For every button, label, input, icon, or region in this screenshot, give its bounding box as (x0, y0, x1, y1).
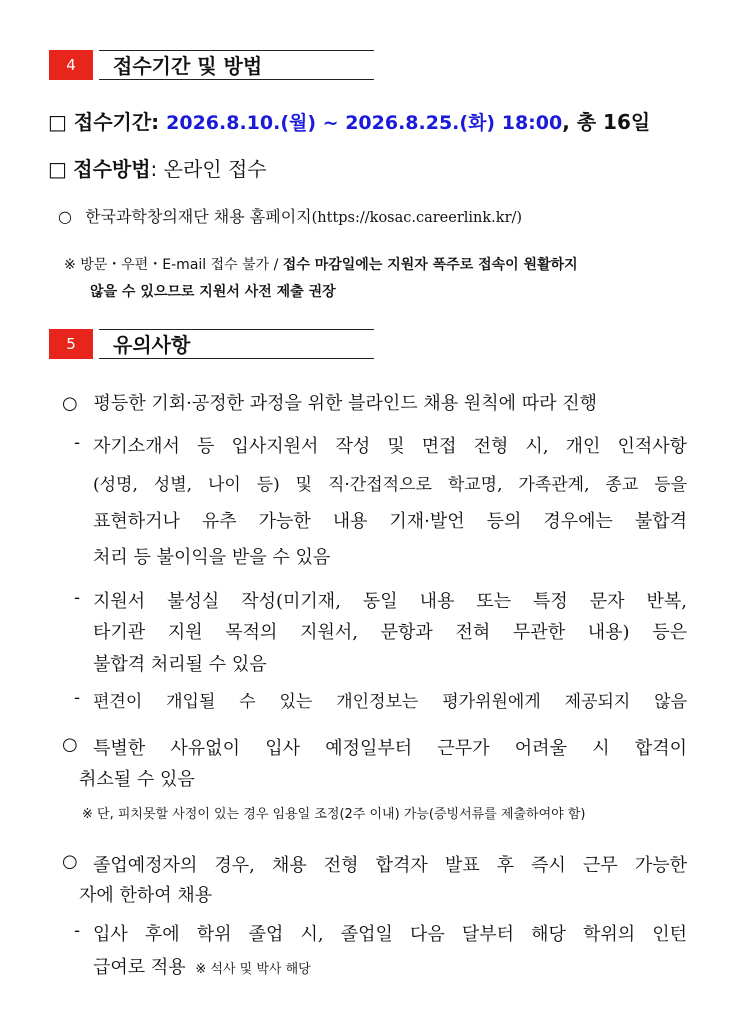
notice-line-2 (82, 803, 585, 822)
caution-sub-line: 편견이 개입될 수 있는 개인정보는 평가위원에게 제공되지 않음 (93, 692, 687, 712)
section-number-badge: 4 (49, 50, 93, 80)
caution-sub-line: 자기소개서 등 입사지원서 작성 및 면접 전형 시, 개인 인적사항 (93, 436, 687, 457)
section-title: 유의사항 (99, 329, 374, 359)
caution-item-line: 졸업예정자의 경우, 채용 전형 합격자 발표 후 즉시 근무 가능한 (93, 855, 687, 876)
bullet-circle-icon: ○ (58, 207, 72, 226)
caution-sub-line (93, 953, 311, 979)
dash-icon: - (74, 920, 81, 941)
section-number-badge: 5 (49, 329, 93, 359)
reference-mark-icon: ※ (64, 257, 76, 273)
caution-item-text: 평등한 기회·공정한 과정을 위한 블라인드 채용 원칙에 따라 진행 (93, 393, 598, 414)
caution-item-line: 취소될 수 있음 (79, 769, 195, 790)
caution-sub-line: 타기관 지원 목적의 지원서, 문항과 전혀 무관한 내용) 등은 (93, 622, 687, 643)
caution-sub-line: 지원서 불성실 작성(미기재, 동일 내용 또는 특정 문자 반복, (93, 591, 687, 612)
method-label: 접수방법 (73, 157, 151, 181)
notice-plain: 방문・우편・E-mail 접수 불가 / (80, 257, 279, 273)
bullet-circle-icon: ○ (62, 734, 78, 755)
checkbox-icon: □ (48, 157, 67, 181)
reference-mark-icon: ※ (82, 807, 93, 822)
homepage-url-link[interactable]: (https://kosac.careerlink.kr/) (311, 210, 523, 226)
caution-sub-text: 급여로 적용 (93, 957, 186, 978)
degree-note: ※ 석사 및 박사 해당 (195, 962, 311, 977)
caution-sub-line: 표현하거나 유추 가능한 내용 기재·발언 등의 경우에는 불합격 (93, 511, 687, 532)
period-line (48, 106, 650, 135)
notice-bold-2: 않을 수 있으므로 지원서 사전 제출 권장 (90, 284, 336, 300)
caution-item-line: 특별한 사유없이 입사 예정일부터 근무가 어려울 시 합격이 (93, 738, 687, 759)
caution-item-line: 자에 한하여 채용 (79, 885, 213, 906)
bullet-circle-icon: ○ (62, 393, 78, 414)
online-text: 한국과학창의재단 채용 홈페이지 (85, 207, 312, 226)
online-line (58, 204, 522, 227)
caution-sub-line: (성명, 성별, 나이 등) 및 직·간접적으로 학교명, 가족관계, 종교 등을 (93, 475, 687, 495)
period-label: 접수기간: (73, 110, 160, 134)
notice-line-1 (64, 254, 578, 274)
notice-text: 단, 피치못할 사정이 있는 경우 임용일 조정(2주 이내) 가능(증빙서류를 제출하여야 함) (97, 807, 586, 822)
checkbox-icon: □ (48, 110, 67, 134)
section-title: 접수기간 및 방법 (99, 50, 374, 80)
dash-icon: - (74, 587, 81, 608)
caution-item-1 (62, 389, 597, 415)
method-line (48, 153, 267, 182)
caution-sub-line: 입사 후에 학위 졸업 시, 졸업일 다음 달부터 해당 학위의 인턴 (93, 924, 687, 945)
caution-sub-line: 처리 등 불이익을 받을 수 있음 (93, 547, 331, 568)
method-value: : 온라인 접수 (150, 157, 267, 181)
period-tail: , 총 16일 (562, 110, 651, 134)
bullet-circle-icon: ○ (62, 851, 78, 872)
caution-sub-line: 불합격 처리될 수 있음 (93, 654, 267, 675)
dash-icon: - (74, 432, 81, 453)
notice-bold-1: 접수 마감일에는 지원자 폭주로 접속이 원활하지 (282, 257, 578, 273)
period-date-range: 2026.8.10.(월) ~ 2026.8.25.(화) 18:00 (166, 112, 563, 134)
dash-icon: - (74, 687, 81, 708)
